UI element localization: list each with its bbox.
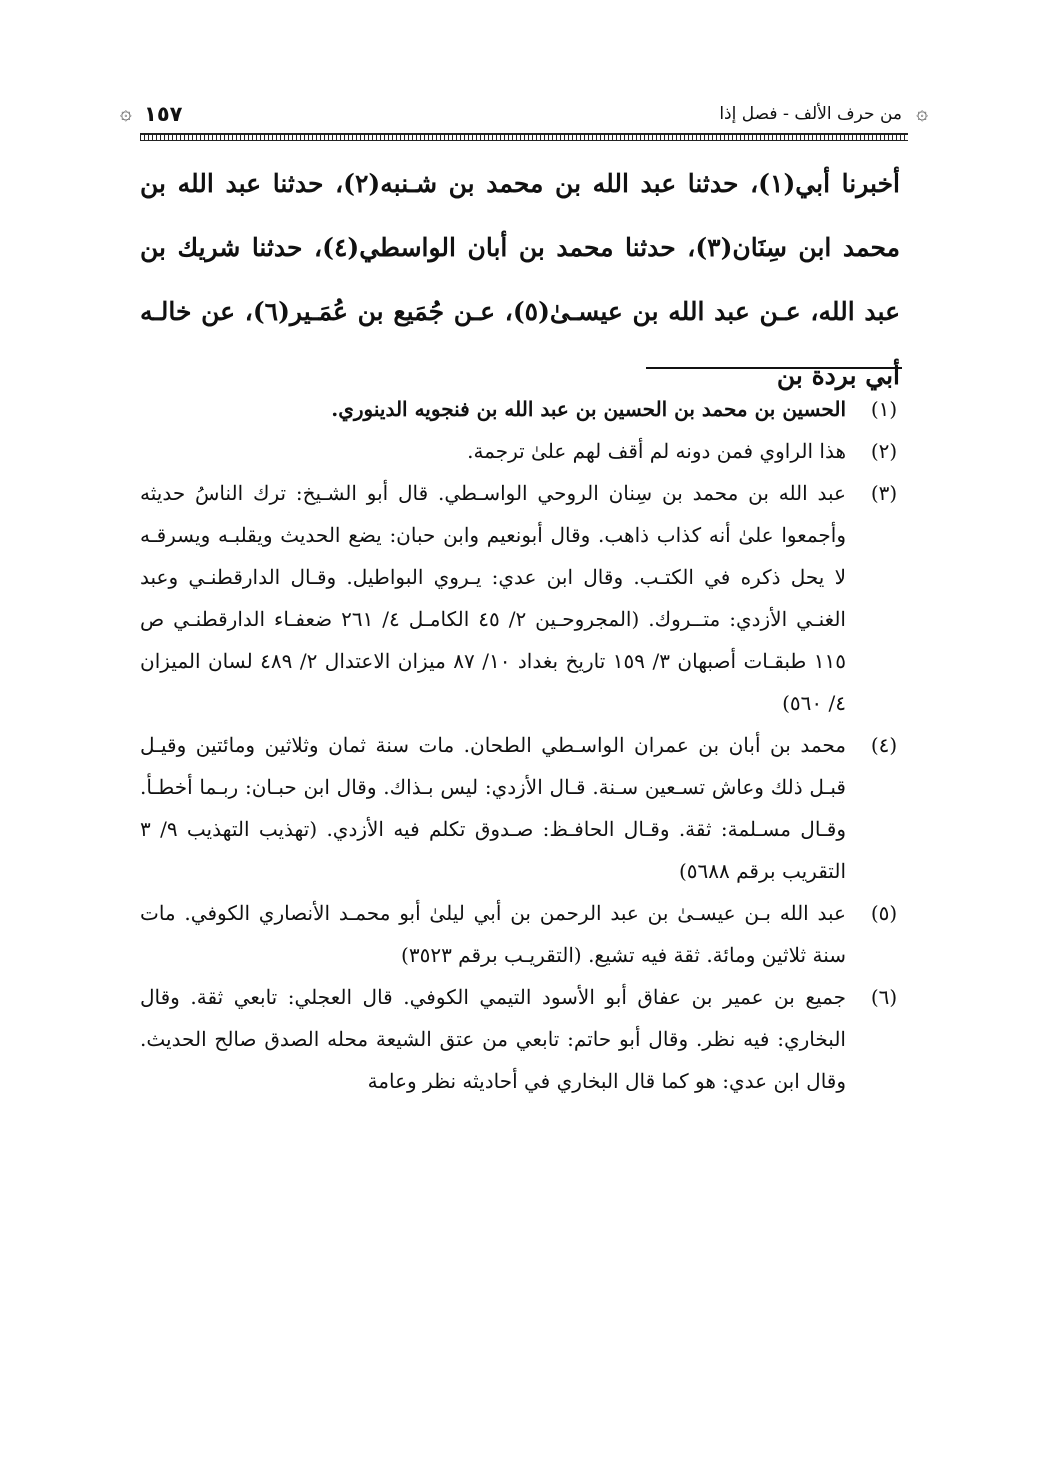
footnote-text: عبد الله بن محمد بن سِنان الروحي الواسـطي. قال أبو الشـيخ: ترك الناسُ حديثه وأجمعوا علىٰ أنه كذاب ذاهب. وقال أبونعيم وابن حبان: يضع الحديث ويقلبـه ويسرقـه لا يحل ذكره في الكتـب. وقال ابن عدي: يـروي البواطيل. وقـال الدارقطنـي وعبد الغنـي الأزدي: متــروك. (المجروحـين ٢/ ٤٥ الكامـل ٤/ ٢٦١ ضعفـاء الدارقطنـي ص ١١٥ طبقـات أصبهان ٣/ ١٥٩ تاريخ بغداد ١٠/ ٨٧ ميزان الاعتدال ٢/ ٤٨٩ لسان الميزان ٤/ ٥٦٠) (140, 481, 846, 715)
chapter-title: من حرف الألف - فصل إذا (719, 104, 902, 124)
footnote-text: محمد بن أبان بن عمران الواسـطي الطحان. مات سنة ثمان وثلاثين ومائتين وقيـل قبـل ذلك وعاش تسـعين سـنة. قـال الأزدي: ليس بـذاك. وقال ابن حبـان: ربـما أخطـأ. وقـال مسـلمة: ثقة. وقـال الحافـظ: صـدوق تكلم فيه الأزدي. (تهذيب التهذيب ٩/ ٣ التقريب برقم ٥٦٨٨) (140, 733, 846, 883)
footnote-6 (140, 976, 908, 1102)
ornament-left-icon: ۞ (120, 100, 132, 124)
footnote-3 (140, 472, 908, 724)
footnote-lead: الحسين بن محمد بن الحسين بن عبد الله بن فنجويه الدينوري. (331, 397, 846, 421)
footnote-number: (٢) (870, 439, 898, 463)
footnote-separator (646, 367, 902, 369)
main-paragraph: أخبرنا أبي(١)، حدثنا عبد الله بن محمد بن شـنبه(٢)، حدثنا عبد الله بن محمد ابن سِنَان(٣)، حدثنا محمد بن أبان الواسطي(٤)، حدثنا شريك بن عبد الله، عـن عبد الله بن عيسـىٰ(٥)، عـن جُمَيع بن عُمَـير(٦)، عن خالـه أبي بردة بن (140, 169, 900, 390)
footnote-text (331, 397, 846, 421)
footnote-text: عبد الله بـن عيسـىٰ بن عبد الرحمن بن أبي ليلىٰ أبو محمـد الأنصاري الكوفي. مات سنة ثلاثين ومائة. ثقة فيه تشيع. (التقريـب برقم ٣٥٢٣) (140, 901, 846, 967)
footnote-1 (140, 388, 908, 430)
footnote-5 (140, 892, 908, 976)
footnote-number: (٦) (870, 985, 898, 1009)
footnote-text: هذا الراوي فمن دونه لم أقف لهم علىٰ ترجمة. (467, 439, 846, 463)
page-header (118, 98, 930, 140)
footnote-number: (٥) (870, 901, 898, 925)
footnote-number: (٤) (870, 733, 898, 757)
footnote-text: جميع بن عمير بن عفاق أبو الأسود التيمي الكوفي. قال العجلي: تابعي ثقة. وقال البخاري: فيه نظر. وقال أبو حاتم: تابعي من عتق الشيعة محله الصدق صالح الحديث. وقال ابن عدي: هو كما قال البخاري في أحاديثه نظر وعامة (140, 985, 846, 1093)
footnote-number: (٣) (870, 481, 898, 505)
footnote-4 (140, 724, 908, 892)
page-number: ١٥٧ (144, 102, 183, 126)
ornament-right-icon: ۞ (916, 100, 928, 124)
footnote-number: (١) (870, 397, 898, 421)
main-text (140, 152, 900, 408)
footnotes (140, 388, 908, 1102)
header-divider (140, 133, 908, 141)
footnote-2 (140, 430, 908, 472)
